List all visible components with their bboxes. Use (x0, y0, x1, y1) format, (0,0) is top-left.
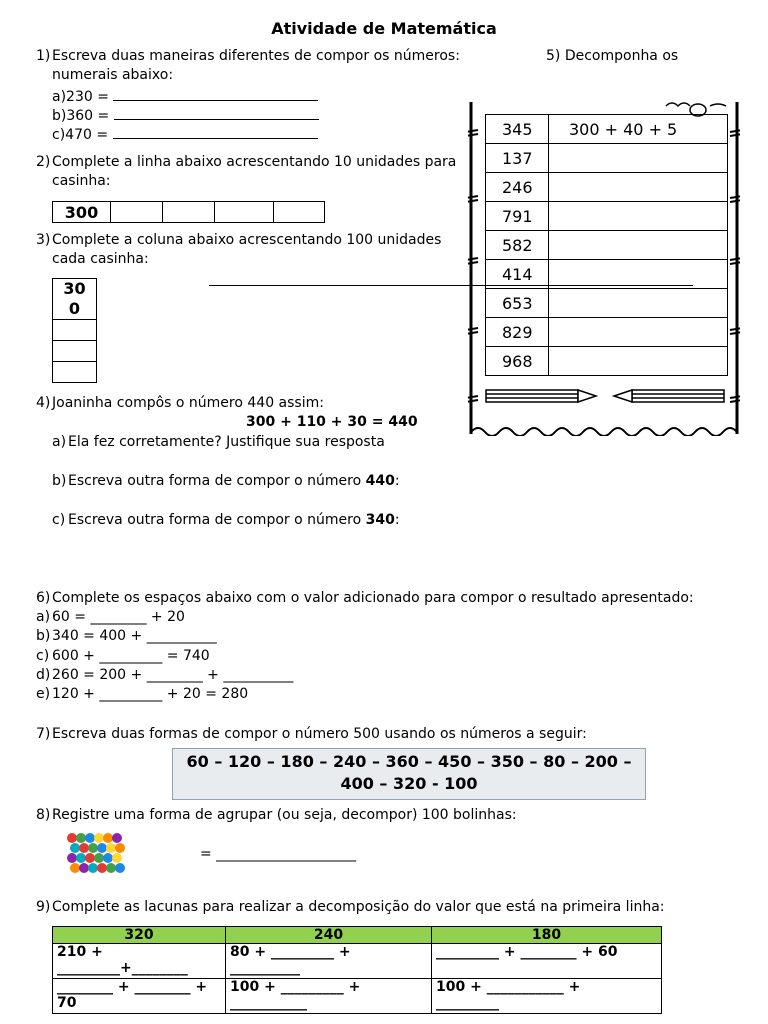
q5-number-cell: 137 (486, 144, 549, 173)
q3-text: Complete a coluna abaixo acrescentando 100 unidades (52, 232, 442, 248)
answer-line[interactable] (113, 87, 318, 101)
q5-answer-cell[interactable] (549, 318, 728, 347)
q6-number: 6) (36, 590, 51, 606)
q2-prompt-line2: casinha: (52, 173, 111, 189)
q1-text: Escreva duas maneiras diferentes de compor os números: (52, 48, 460, 64)
q5-number-cell: 345 (486, 115, 549, 144)
q5-row (486, 260, 728, 289)
q5-row (486, 347, 728, 376)
q2-box[interactable] (274, 202, 325, 223)
q5-decompose-table (485, 114, 728, 376)
q5-number-cell: 582 (486, 231, 549, 260)
q3-column-boxes (52, 278, 97, 383)
ball (94, 853, 104, 863)
q6-item-a[interactable]: a) 60 = ________ + 20 (36, 609, 185, 625)
ball (70, 863, 80, 873)
ball (76, 853, 86, 863)
q9-header: 240 (226, 927, 432, 944)
q4-expression: 300 + 110 + 30 = 440 (246, 414, 418, 430)
ball (88, 863, 98, 873)
q2-prompt (36, 154, 464, 170)
q1-item-b: b)360 = (52, 106, 319, 124)
q5-number-cell: 791 (486, 202, 549, 231)
q1-item-a: a)230 = (52, 87, 318, 105)
q3-prompt (36, 232, 464, 248)
ball (112, 833, 122, 843)
q5-row (486, 115, 728, 144)
q9-table (52, 926, 662, 1014)
q3-box[interactable] (53, 341, 97, 362)
q5-row (486, 173, 728, 202)
q1-item-c: c)470 = (52, 125, 318, 143)
ball (94, 833, 104, 843)
q5-label: 5) Decomponha os (546, 48, 679, 64)
q4-prompt (36, 395, 324, 411)
q5-row (486, 202, 728, 231)
ball (115, 843, 125, 853)
q2-text: Complete a linha abaixo acrescentando 10 unidades para (52, 154, 457, 170)
q3-box[interactable] (53, 320, 97, 341)
q9-text: Complete as lacunas para realizar a decomposição do valor que está na primeira linha: (52, 899, 665, 915)
q8-answer[interactable]: = ____________________ (200, 846, 357, 862)
q7-text: Escreva duas formas de compor o número 500 usando os números a seguir: (52, 726, 587, 742)
q8-number: 8) (36, 807, 51, 823)
q5-row (486, 144, 728, 173)
q5-answer-cell[interactable] (549, 347, 728, 376)
q5-row (486, 289, 728, 318)
page-title: Atividade de Matemática (271, 19, 497, 38)
q7-numbers-box (172, 748, 646, 800)
ball (112, 853, 122, 863)
q8-text: Registre uma forma de agrupar (ou seja, decompor) 100 bolinhas: (52, 807, 517, 823)
q6-item-b[interactable]: b) 340 = 400 + __________ (36, 628, 217, 644)
q1-prompt-line2: numerais abaixo: (52, 67, 174, 83)
q5-answer-cell[interactable] (549, 289, 728, 318)
answer-line[interactable] (113, 125, 318, 139)
q6-item-e[interactable]: e) 120 + _________ + 20 = 280 (36, 686, 249, 702)
q7-numbers-line1: 60 – 120 – 180 – 240 – 360 – 450 – 350 – 80 – 200 – (186, 752, 632, 771)
ball (103, 833, 113, 843)
q5-frame (468, 100, 740, 436)
q9-cell[interactable]: 100 + ___________ + _________ (432, 979, 662, 1014)
q7-numbers-line2: 400 – 320 - 100 (340, 774, 478, 793)
q2-row-boxes (52, 201, 325, 223)
q9-number: 9) (36, 899, 51, 915)
q2-box[interactable] (163, 202, 215, 223)
q7-prompt (36, 726, 587, 742)
q9-cell[interactable]: ________ + ________ + 70 (53, 979, 226, 1014)
q1-number: 1) (36, 48, 51, 64)
q6-item-d[interactable]: d) 260 = 200 + ________ + __________ (36, 667, 294, 683)
q6-text: Complete os espaços abaixo com o valor adicionado para compor o resultado apresentado: (52, 590, 694, 606)
ball (67, 853, 77, 863)
ball (115, 863, 125, 873)
ball (76, 833, 86, 843)
q4-number: 4) (36, 395, 51, 411)
q3-box[interactable] (53, 362, 97, 383)
q5-answer-cell[interactable]: 300 + 40 + 5 (549, 115, 728, 144)
q3-prompt-line2: cada casinha: (52, 251, 149, 267)
q9-prompt (36, 899, 665, 915)
q5-number-cell: 246 (486, 173, 549, 202)
ball (79, 863, 89, 873)
q5-answer-cell[interactable] (549, 202, 728, 231)
q2-box[interactable] (215, 202, 274, 223)
q5-answer-cell[interactable] (549, 231, 728, 260)
q1-prompt (36, 48, 460, 64)
ball (97, 843, 107, 853)
q5-answer-cell[interactable] (549, 144, 728, 173)
ball (85, 833, 95, 843)
q5-number-cell: 968 (486, 347, 549, 376)
q5-row (486, 231, 728, 260)
q5-answer-cell[interactable] (549, 260, 728, 289)
q2-box[interactable] (111, 202, 163, 223)
q8-prompt (36, 807, 517, 823)
q9-cell[interactable]: 80 + _________ + __________ (226, 944, 432, 979)
q5-number-cell: 829 (486, 318, 549, 347)
ball (106, 863, 116, 873)
q9-header: 320 (53, 927, 226, 944)
q7-number: 7) (36, 726, 51, 742)
q5-row (486, 318, 728, 347)
ball (103, 853, 113, 863)
q5-number-cell: 653 (486, 289, 549, 318)
q3-box-first: 30 0 (53, 279, 97, 320)
ball (106, 843, 116, 853)
ball (88, 843, 98, 853)
ball (67, 833, 77, 843)
q9-cell[interactable]: _________ + ________ + 60 (432, 944, 662, 979)
colored-balls-icon (64, 830, 128, 878)
q2-number: 2) (36, 154, 51, 170)
q4-item-a: a) Ela fez corretamente? Justifique sua resposta (52, 434, 385, 450)
q6-prompt (36, 590, 694, 606)
ball (79, 843, 89, 853)
q4-item-c: c) Escreva outra forma de compor o número 340: (52, 512, 400, 528)
q5-answer-cell[interactable] (549, 173, 728, 202)
q9-cell[interactable]: 210 + _________+________ (53, 944, 226, 979)
q4-text: Joaninha compôs o número 440 assim: (52, 395, 324, 411)
ball (70, 843, 80, 853)
ball (85, 853, 95, 863)
ball (97, 863, 107, 873)
q5-number-cell: 414 (486, 260, 549, 289)
q2-box-first: 300 (53, 202, 111, 223)
q3-number: 3) (36, 232, 51, 248)
q9-header: 180 (432, 927, 662, 944)
q6-item-c[interactable]: c) 600 + _________ = 740 (36, 648, 210, 664)
q9-cell[interactable]: 100 + _________ + ___________ (226, 979, 432, 1014)
answer-line[interactable] (114, 106, 319, 120)
q4-item-b: b) Escreva outra forma de compor o número 440: (52, 473, 400, 489)
